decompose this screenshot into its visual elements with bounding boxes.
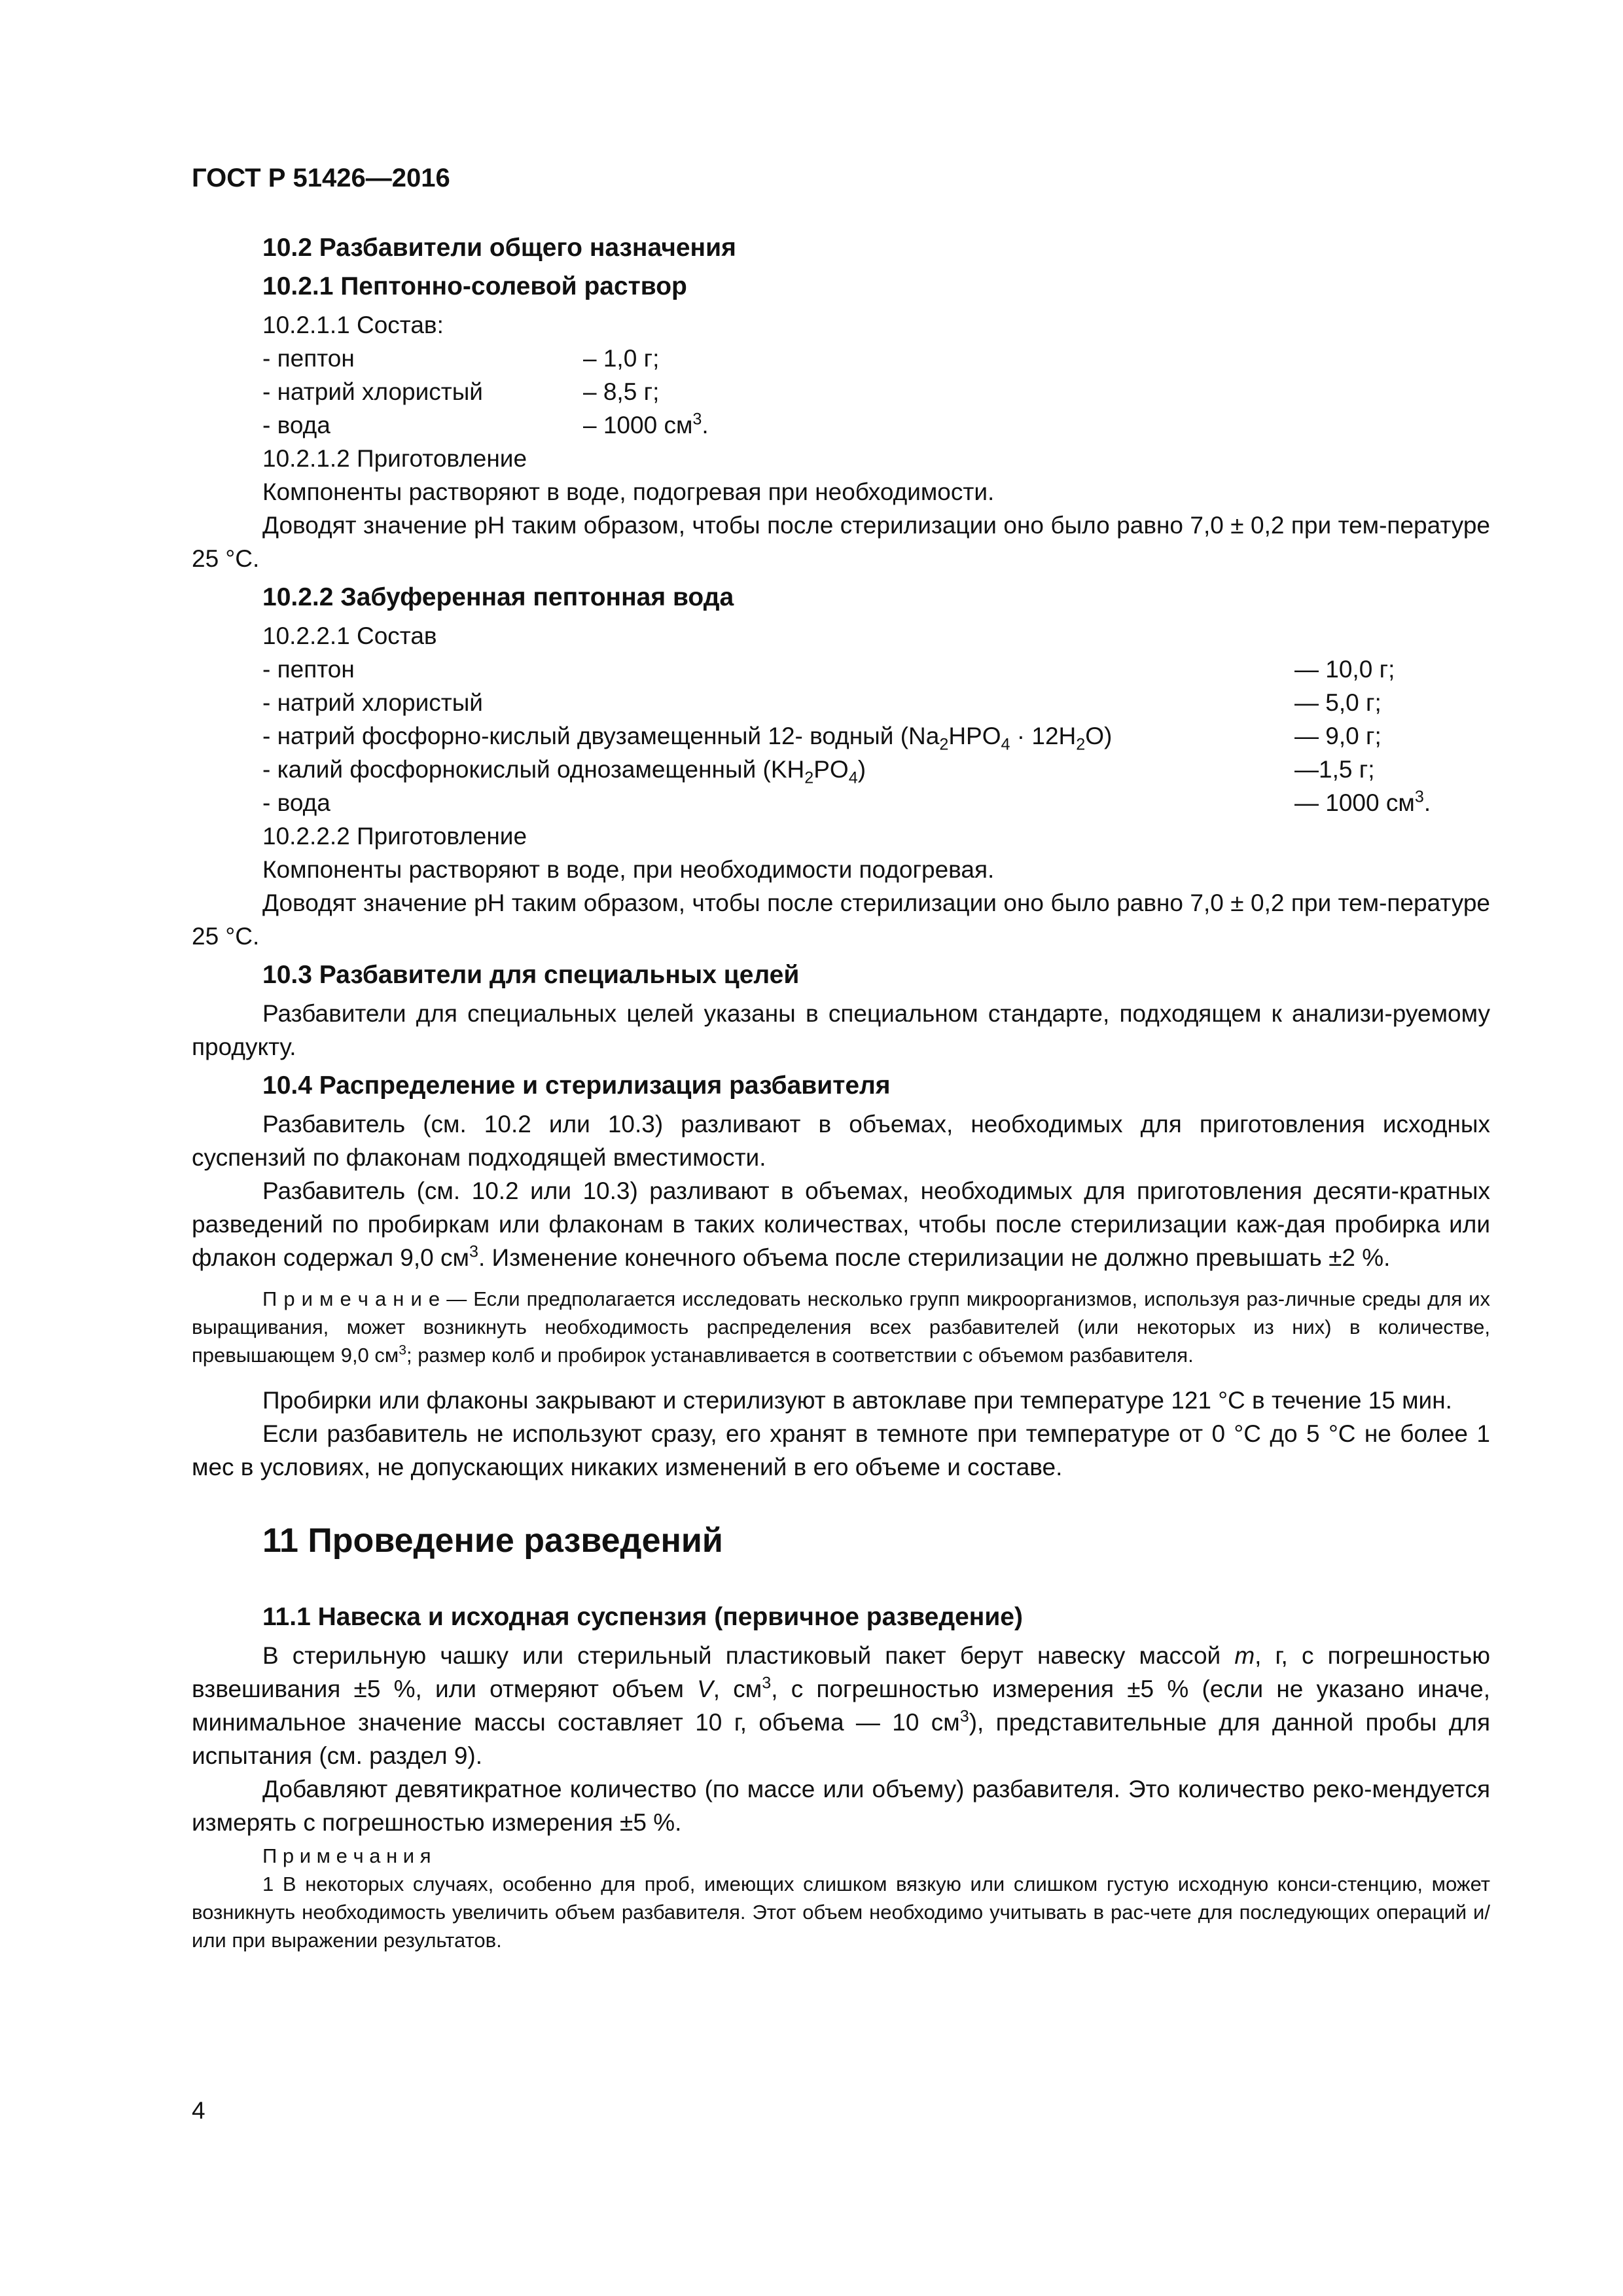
document-header-code: ГОСТ Р 51426—2016 [192, 164, 450, 192]
ingredient-name: - вода [262, 789, 330, 816]
ingredient-row [192, 686, 1490, 719]
superscript: 3 [399, 1342, 406, 1358]
text-fragment: - натрий фосфорно-кислый двузамещенный 12- водный (Na [262, 723, 940, 749]
subscript: 2 [804, 768, 814, 787]
superscript: 3 [762, 1674, 772, 1693]
ingredient-row [192, 719, 1490, 753]
section-10-2-1-title: 10.2.1 Пептонно-солевой раствор [262, 272, 687, 300]
note: 1 В некоторых случаях, особенно для проб, имеющих слишком вязкую или слишком густую исходную конси-стенцию, может возникнуть необходимость увеличить объем разбавителя. Этот объем необходимо учитывать в рас-чете для последующих операций и/или при выражении результатов. [192, 1873, 1490, 1952]
ingredient-row [192, 375, 1490, 408]
note [192, 1285, 1490, 1369]
ingredient-name: - натрий хлористый [262, 378, 483, 405]
preparation-label: 10.2.1.2 Приготовление [262, 445, 527, 472]
notes-label: П р и м е ч а н и я [262, 1844, 431, 1867]
text-fragment: — Если предполагается исследовать несколько групп микроорганизмов, используя раз-личные среды для их выращивания, может возникнуть необходимость распределения всех разбавителей (или некоторых из них) в количестве, превышающем 9,0 см [192, 1287, 1490, 1367]
ingredient-name [262, 719, 1294, 753]
ingredient-name: - вода [262, 412, 330, 439]
text-fragment: ) [857, 756, 866, 783]
amount-tail: . [702, 412, 709, 439]
ingredient-amount: – 8,5 г; [583, 378, 660, 405]
ingredient-row [192, 342, 1490, 375]
paragraph: Добавляют девятикратное количество (по массе или объему) разбавителя. Это количество реко-мендуется измерять с погрешностью измерения ±5 %. [192, 1776, 1490, 1836]
document-body [192, 226, 1490, 1954]
amount-value: – 1000 см [583, 412, 693, 439]
ingredient-name [262, 753, 1294, 786]
ingredient-name: - пептон [262, 656, 355, 683]
paragraph [192, 1639, 1490, 1772]
ingredient-row [192, 408, 1490, 442]
ingredient-row [192, 653, 1490, 686]
superscript: 3 [692, 410, 702, 429]
text-fragment: ), представительные для данной пробы для испытания (см. раздел 9). [192, 1709, 1490, 1769]
ingredient-amount [583, 408, 1490, 442]
italic-symbol: m [1234, 1642, 1255, 1669]
ingredient-name: - пептон [262, 345, 355, 372]
ingredient-row [192, 753, 1490, 786]
ingredient-amount: — 9,0 г; [1294, 723, 1382, 749]
paragraph: Пробирки или флаконы закрывают и стерилизуют в автоклаве при температуре 121 °С в течение 15 мин. [262, 1387, 1452, 1414]
subscript: 2 [1076, 735, 1086, 754]
text-fragment: HPO [948, 723, 1001, 749]
text-fragment: Разбавитель (см. 10.2 или 10.3) разливают в объемах, необходимых для приготовления десяти-кратных разведений по пробиркам или флаконам в таких количествах, чтобы после стерилизации каж-дая пробирка или флакон содержал 9,0 см [192, 1177, 1490, 1271]
section-10-2-title: 10.2 Разбавители общего назначения [262, 234, 736, 262]
superscript: 3 [1414, 787, 1424, 806]
text-fragment: В стерильную чашку или стерильный пластиковый пакет берут навеску массой [262, 1642, 1235, 1669]
text-fragment: ; размер колб и пробирок устанавливается в соответствии с объемом разбавителя. [406, 1344, 1194, 1367]
ingredient-amount [1294, 786, 1490, 819]
text-fragment: , с погрешностью измерения ±5 % (если не указано иначе, минимальное значение массы составляет 10 г, объема — 10 см [192, 1676, 1490, 1736]
superscript: 3 [959, 1707, 969, 1726]
superscript: 3 [469, 1242, 478, 1261]
paragraph: Доводят значение pH таким образом, чтобы после стерилизации оно было равно 7,0 ± 0,2 при тем-пературе 25 °С. [192, 889, 1490, 950]
italic-symbol: V [697, 1676, 713, 1702]
ingredient-amount: – 1,0 г; [583, 345, 660, 372]
paragraph [192, 1174, 1490, 1274]
paragraph: Разбавители для специальных целей указаны в специальном стандарте, подходящем к анализи-руемому продукту. [192, 1000, 1490, 1060]
text-fragment: , г, с погрешностью взвешивания ±5 %, или отмеряют объем [192, 1642, 1491, 1702]
paragraph: Если разбавитель не используют сразу, его хранят в темноте при температуре от 0 °С до 5 °С не более 1 мес в условиях, не допускающих никаких изменений в его объеме и составе. [192, 1420, 1490, 1480]
composition-label: 10.2.1.1 Состав: [262, 312, 444, 338]
composition-label: 10.2.2.1 Состав [262, 622, 437, 649]
paragraph: Доводят значение pH таким образом, чтобы после стерилизации оно было равно 7,0 ± 0,2 при тем-пературе 25 °С. [192, 512, 1490, 572]
section-10-4-title: 10.4 Распределение и стерилизация разбавителя [262, 1071, 891, 1100]
ingredient-row [192, 786, 1490, 819]
amount-tail: . [1423, 789, 1431, 816]
paragraph: Разбавитель (см. 10.2 или 10.3) разливают в объемах, необходимых для приготовления исходных суспензий по флаконам подходящей вместимости. [192, 1111, 1490, 1171]
ingredient-name: - натрий хлористый [262, 689, 483, 716]
amount-value: — 1000 см [1294, 789, 1415, 816]
paragraph: Компоненты растворяют в воде, при необходимости подогревая. [262, 856, 995, 883]
note-label: П р и м е ч а н и е [262, 1287, 440, 1310]
section-11-1-title: 11.1 Навеска и исходная суспензия (первичное разведение) [262, 1603, 1023, 1631]
section-10-2-2-title: 10.2.2 Забуференная пептонная вода [262, 583, 734, 611]
subscript: 4 [1001, 735, 1010, 754]
paragraph: Компоненты растворяют в воде, подогревая при необходимости. [262, 478, 995, 505]
subscript: 2 [939, 735, 949, 754]
text-fragment: - калий фосфорнокислый однозамещенный (KH [262, 756, 805, 783]
text-fragment: · 12H [1010, 723, 1077, 749]
subscript: 4 [848, 768, 858, 787]
text-fragment: PO [813, 756, 849, 783]
ingredient-amount: —1,5 г; [1294, 756, 1375, 783]
ingredient-amount: — 10,0 г; [1294, 656, 1395, 683]
section-10-3-title: 10.3 Разбавители для специальных целей [262, 961, 800, 989]
text-fragment: , см [713, 1676, 762, 1702]
preparation-label: 10.2.2.2 Приготовление [262, 823, 527, 850]
section-11-title: 11 Проведение разведений [262, 1522, 723, 1560]
text-fragment: . Изменение конечного объема после стерилизации не должно превышать ±2 %. [478, 1244, 1391, 1271]
ingredient-amount: — 5,0 г; [1294, 689, 1382, 716]
text-fragment: O) [1085, 723, 1113, 749]
page-number: 4 [192, 2097, 205, 2124]
